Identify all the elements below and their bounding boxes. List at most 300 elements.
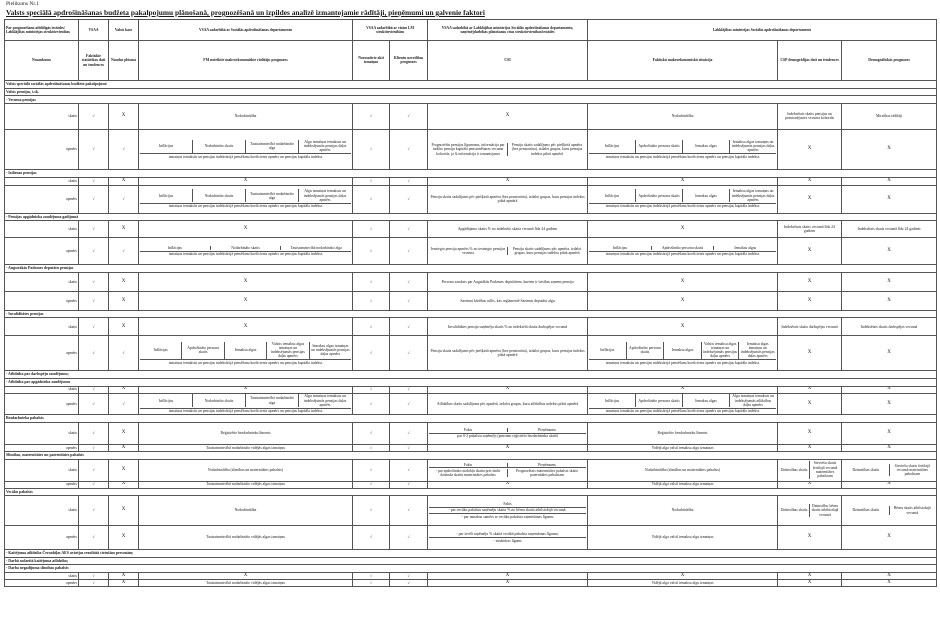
table-cell: - Atlīdzība par apgādnieka zaudējumu [5, 378, 937, 386]
table-cell: X [588, 572, 778, 579]
cell-part: - par izvēli saņēmēju % skaitā vecākā pabalsta saņemšanas līgumu; [429, 532, 586, 538]
table-cell: √ [353, 422, 390, 444]
table-cell: Vecāku pabalsts [5, 488, 937, 496]
table-row [5, 572, 937, 579]
cell-part: izmaiņas iemaksās un pensijas indeksācijā pensēšanu koeficients apmērs un pensijas kapitāla indekss [605, 252, 760, 257]
table-cell: X [778, 526, 842, 550]
table-cell [139, 129, 353, 169]
table-cell: √ [390, 386, 428, 393]
table-cell: √ [390, 238, 428, 265]
table-cell: Indeksētais skaits vecumā līdz 24 gadiem [778, 221, 842, 238]
table-row [5, 318, 937, 336]
table-row [5, 386, 937, 393]
table-cell: - Kaitējuma atlīdzība Černobiļas AES avārijas rezultātā cietušām personām; [5, 550, 937, 558]
section-row [5, 310, 937, 318]
table-cell: X [139, 272, 353, 291]
table-row [5, 129, 937, 169]
table-cell: √ [353, 526, 390, 550]
cell-part: Iemaksu algas izmaiņas un indeksējumās pensijas daļas apmērs [731, 139, 775, 153]
table-cell: X [139, 221, 353, 238]
cell-part: Algu izmaiņas iemaksas un indeksējumās atlīdzības daļas apmērs [732, 394, 774, 407]
table-cell [588, 129, 778, 169]
cell-part [589, 341, 776, 360]
cell-part: izmaiņas iemaksās un pensijas indeksācijā pensēšanu koeficients apmērs un pensijas kapitāla indekss [605, 204, 760, 209]
table-cell: Nodarbinātība [139, 496, 353, 526]
table-cell: X [842, 177, 937, 185]
table-cell: √ [390, 177, 428, 185]
cell-part: Pensiju skaits sadalījums pēc piešķirtā apmēra (bez pensionāra), izdalot grupas, kuru pensijas indekss pilnā apmērā [511, 143, 583, 156]
cell-part [140, 341, 351, 360]
table-cell [588, 185, 778, 213]
table-cell: X [588, 177, 778, 185]
cell-part: Fakts [429, 428, 508, 432]
table-cell: X [109, 103, 139, 129]
section-row [5, 451, 937, 459]
table-cell: X [778, 444, 842, 451]
table-cell: Nodarbinātība [139, 103, 353, 129]
section-row [5, 557, 937, 565]
cell-part: Sieviešu skaits fertilajā vecumā maternitātes pabalstam [812, 461, 838, 479]
cell-part [429, 468, 586, 478]
table-cell: √ [79, 318, 109, 336]
table-cell: Nodarbinātība (slimības un maternitātes pabalsts) [588, 459, 778, 481]
table-cell: √ [353, 177, 390, 185]
cell-part: Inflācijas [589, 189, 636, 202]
table-cell: √ [79, 221, 109, 238]
table-cell: √ [390, 336, 428, 371]
table-cell: √ [353, 459, 390, 481]
table-cell: √ [79, 129, 109, 169]
table-cell [428, 496, 588, 526]
table-cell: √ [390, 579, 428, 586]
table-cell: Tautsaimniecībā nodarbināto vidējās algas izmaiņas [139, 481, 353, 488]
cell-part: Inflācijas [589, 246, 652, 250]
table-cell: √ [79, 526, 109, 550]
table-row [5, 579, 937, 586]
table-cell [588, 393, 778, 415]
table-cell [139, 185, 353, 213]
cell-part: izmaiņas iemaksās un pensijas indeksācijā pensēšanu koeficients apmērs un pensijas kapitāla indekss [168, 252, 323, 257]
table-cell: X [428, 444, 588, 451]
cell-part: Pieņēmums [538, 462, 556, 467]
table-cell: apmērs [5, 336, 79, 371]
cell-part: Pensiju skaits sadalījums pēc apmēra, izdalot grupas, kuru pensijas indekss pilnā apmērā [512, 246, 582, 256]
table-cell: √ [79, 422, 109, 444]
table-cell: skaits [5, 459, 79, 481]
table-cell [588, 238, 778, 265]
table-cell: Vidējā alga valstī iemaksu algu izmaiņas [588, 526, 778, 550]
table-row [5, 221, 937, 238]
cell-part: Apdrošināto personu skaits [652, 246, 715, 250]
table-cell: Slimības, maternitātes un paternitātes pabalsts [5, 451, 937, 459]
header-demo-forecast: Demogrāfiskās prognozes [842, 40, 937, 81]
table-row [5, 272, 937, 291]
table-cell: Vidējā alga valstī iemaksu algu izmaiņas [588, 481, 778, 488]
cell-part: izmaiņas iemaksās un pensijas indeksācijā pensēšanu koeficients apmērs un pensijas kapitāla indekss [168, 204, 323, 209]
cell-part: Pieņēmums [538, 428, 556, 433]
cell-part [140, 189, 351, 204]
cell-part: Nodarbināto skaits [211, 246, 282, 250]
table-cell: √ [79, 444, 109, 451]
cell-part: Nodarbināto skaits [193, 394, 246, 407]
table-cell: √ [353, 272, 390, 291]
table-cell: X [842, 579, 937, 586]
header-row-factors [5, 40, 937, 81]
cell-part: Dzimstība, bērnu skaits atbilstošajā vecumā [811, 504, 839, 517]
cell-part: Iemaksu algas izmaiņas un indeksējumās pensijas daļas apmērs [731, 189, 775, 203]
table-cell: X [428, 386, 588, 393]
section-row [5, 96, 937, 104]
table-cell: Saeimas kārtības rullis, kas reglamentē Saeimas deputātu algu [428, 291, 588, 310]
table-cell: √ [390, 221, 428, 238]
cell-part: Algu izmaiņas iemaksas un indeksējumās pensijas daļas apmērs [303, 189, 347, 203]
table-cell: Indeksētais skaits darbspējas vecumā [778, 318, 842, 336]
table-cell: √ [353, 318, 390, 336]
table-cell: √ [79, 238, 109, 265]
table-cell: X [109, 526, 139, 550]
table-row [5, 291, 937, 310]
table-cell: Invaliditātes pensiju saņēmēju skaits % no indeksētā skaita darbspējas vecumā [428, 318, 588, 336]
table-cell: X [778, 238, 842, 265]
table-row [5, 103, 937, 129]
table-cell: apmērs [5, 393, 79, 415]
table-cell: skaits [5, 221, 79, 238]
table-cell: X [778, 422, 842, 444]
table-cell: apmērs [5, 291, 79, 310]
table-cell: √ [353, 291, 390, 310]
cell-part: Prognozētais maternitātes pabalsts skaits paternitātes pabalstam [516, 468, 578, 478]
table-cell: Tautsaimniecībā nodarbināto vidējās algas izmaiņas [139, 579, 353, 586]
cell-part: Inflācijas [589, 140, 636, 153]
cell-part [140, 139, 351, 154]
table-cell: X [428, 481, 588, 488]
cell-part: Nodarbināto skaits [193, 189, 246, 202]
table-cell: X [778, 185, 842, 213]
table-cell: - Invaliditātes pensijas [5, 310, 937, 318]
table-cell: √ [353, 579, 390, 586]
table-cell [428, 459, 588, 481]
table-cell: X [588, 318, 778, 336]
table-cell: √ [353, 129, 390, 169]
table-cell: √ [390, 318, 428, 336]
table-cell: Apgādājamo skaits % no indeksēto skaita vecumā līdz 24 gadiem [428, 221, 588, 238]
table-cell: √ [390, 393, 428, 415]
table-cell: skaits [5, 386, 79, 393]
header-actual-macro: Faktiskā makroekonomiskā situācija [588, 40, 778, 81]
table-row [5, 422, 937, 444]
table-cell: √ [353, 103, 390, 129]
table-cell: √ [109, 393, 139, 415]
table-cell: X [588, 386, 778, 393]
cell-part: Dzimstības skaits [779, 461, 810, 478]
table-cell: X [842, 272, 937, 291]
cell-part: Dzimstības skaits [779, 504, 810, 517]
table-cell: - Pensijas apgādnieka zaudējuma gadījumā [5, 213, 937, 221]
cell-part: Apdrošināto personu skaits [182, 342, 224, 359]
table-cell: apmērs [5, 185, 79, 213]
table-cell: X [139, 572, 353, 579]
table-cell [842, 459, 937, 481]
table-cell: X [778, 129, 842, 169]
table-cell: Vidējā alga valstī iemaksu algu izmaiņas [588, 579, 778, 586]
indicators-table [4, 19, 937, 587]
table-cell: Reģistrētie bezdarbnieku līmenis [588, 422, 778, 444]
cell-part: izmaiņas iemaksās un pensijas indeksācijā pensēšanu koeficients apmērs un pensijas kapitāla indekss [168, 360, 323, 365]
cell-part: Fakts [429, 502, 586, 508]
table-cell: Nodarbinātība [588, 103, 778, 129]
cell-part: Iemaksu algas [225, 342, 267, 359]
table-cell: X [842, 238, 937, 265]
table-cell: Pensiju skaits sadalījums pēc piešķirtā apmēra (bez pensionāra), izdalot grupas, kuru pensijas indekss pilnā apmērā [428, 336, 588, 371]
header-lm-dept: Labklājības ministrijas Sociālās apdrošināšanas departaments [588, 20, 937, 41]
cell-part: Sieviešu skaits fertilajā vecumā maternitātes pabalstam [894, 463, 930, 477]
table-row [5, 336, 937, 371]
table-cell: X [842, 336, 937, 371]
header-vsaa: VSAA [79, 20, 109, 41]
header-row-institutions [5, 20, 937, 41]
table-cell: X [778, 336, 842, 371]
table-cell: Tautsaimniecībā nodarbināto vidējās algas izmaiņas [139, 444, 353, 451]
table-row [5, 526, 937, 550]
cell-part: Valstis iemaksu algas izmaiņas un indeksējumās pensijas daļas apmērs [267, 342, 309, 359]
table-cell: - Darbā sodarītā kaitējuma atlīdzība; [5, 557, 937, 565]
table-cell: √ [353, 572, 390, 579]
cell-part: - struktūras līgumi [493, 538, 522, 543]
table-cell: √ [390, 572, 428, 579]
table-cell: X [109, 572, 139, 579]
header-cashflow: Naudas plūsma [109, 40, 139, 81]
cell-part: Fakts [429, 463, 508, 467]
table-cell: √ [79, 272, 109, 291]
header-client: Klientu uzvedības prognozes [390, 40, 428, 81]
table-cell: √ [390, 129, 428, 169]
cell-part: Dzimstības skaits [843, 464, 890, 477]
table-cell: Nodarbinātība (slimības un maternitātes pabalsts) [139, 459, 353, 481]
cell-part: - par izmaksu samērs ar vecāku pabalsta saņemšanas līgumu [461, 514, 554, 519]
table-cell [139, 336, 353, 371]
table-cell: X [139, 386, 353, 393]
section-row [5, 550, 937, 558]
table-cell: X [842, 185, 937, 213]
table-cell: X [778, 579, 842, 586]
table-cell: Indeksētais skaits vecumā līdz 24 gadiem [842, 221, 937, 238]
table-cell: √ [109, 336, 139, 371]
table-cell: √ [353, 185, 390, 213]
header-legal: Normatīvie akti izmaiņas [353, 40, 390, 81]
table-cell: X [842, 393, 937, 415]
table-cell: X [778, 572, 842, 579]
table-cell: Valsts speciālā sociālās apdrošināšanas budžeta pakalpojumi [5, 81, 937, 89]
table-cell: √ [79, 336, 109, 371]
header-responsible: Par prognozēšanu atbildīgās iestādes/ Labklājības ministrijas struktūrvienības [5, 20, 79, 41]
table-row [5, 444, 937, 451]
table-row [5, 238, 937, 265]
header-vsaa-lm: VSAA sadarbībā ar Labklājības ministrijas Sociālās apdrošināšanas departamentu, uzņēmējdarbības plānošanas citas struktūrvienības/iestādes [428, 20, 588, 41]
table-cell: - Angstrākās Padomes deputātu pensijas [5, 265, 937, 273]
table-cell: skaits [5, 103, 79, 129]
table-cell: √ [79, 579, 109, 586]
table-cell: X [778, 177, 842, 185]
cell-part: Tautsaimniecībā nodarbināto alga [246, 189, 299, 202]
cell-part: izmaiņas iemaksās un pensijas indeksācijā pensēšanu koeficients apmērs un pensijas kapitāla indekss [168, 409, 323, 414]
table-cell: √ [390, 103, 428, 129]
table-cell: X [428, 103, 588, 129]
header-name: Nosaukums [5, 40, 79, 81]
table-cell: √ [353, 238, 390, 265]
table-cell: X [842, 129, 937, 169]
cell-part: Tautsaimniecībā nodarbināto alga [246, 394, 299, 407]
table-cell: - Atlīdzība par darbspēju zaudējumu; [5, 371, 937, 379]
table-cell: √ [390, 422, 428, 444]
cell-part: Apdrošināto personu skaits [636, 189, 683, 202]
table-cell: X [428, 572, 588, 579]
table-cell: X [139, 291, 353, 310]
table-cell: √ [390, 185, 428, 213]
cell-part: Prognozētās pensijas līgumums, informācija par taikšto pensiju kapitāla pensionēšanas vecuma kohortās, ja ši informācija ir izmantojama [429, 143, 508, 156]
table-cell: √ [353, 444, 390, 451]
table-cell [428, 129, 588, 169]
table-cell: apmērs [5, 444, 79, 451]
section-row [5, 81, 937, 89]
table-cell: X [778, 393, 842, 415]
table-cell: X [109, 221, 139, 238]
table-cell: X [842, 444, 937, 451]
table-cell: √ [390, 272, 428, 291]
table-cell: √ [109, 238, 139, 265]
section-row [5, 565, 937, 573]
table-cell: skaits [5, 572, 79, 579]
table-cell: X [842, 481, 937, 488]
table-cell: X [139, 177, 353, 185]
table-cell [778, 459, 842, 481]
table-cell: √ [79, 393, 109, 415]
table-row [5, 185, 937, 213]
cell-part: Bērnu skaits atbilstošajā vecumā [893, 506, 931, 515]
table-cell: √ [79, 177, 109, 185]
section-row [5, 378, 937, 386]
cell-part: Iemaksu algas [734, 245, 757, 250]
table-cell: X [109, 496, 139, 526]
table-cell: X [588, 221, 778, 238]
table-cell: X [778, 481, 842, 488]
cell-part: Apdrošināto personu skaits [636, 140, 683, 153]
table-cell: Indeksētais skaits darbspējas vecumā [842, 318, 937, 336]
table-cell: √ [353, 481, 390, 488]
table-cell: √ [353, 496, 390, 526]
table-cell: skaits [5, 272, 79, 291]
cell-part: Inflācijas [589, 342, 627, 359]
table-cell: Mirstības rādītāji [842, 103, 937, 129]
table-cell [139, 238, 353, 265]
cell-part: Iemaksu algas [683, 189, 730, 202]
cell-part: - par apdrošināto nodokļu skaita pret darbi dzimuša skaitu maternitātes pabalsts [429, 469, 508, 478]
table-cell: X [109, 481, 139, 488]
cell-part: Iesniegto pensiju apmērs % no iesniegto pensijas vecuma [429, 247, 508, 256]
table-cell: apmērs [5, 579, 79, 586]
page-title: Valsts speciālā apdrošināšanas budžeta pakalpojumu plānošanā, prognozēšanā un izpildes analīzē izmantojamie rādītāji, pieņēmumi un galvenie faktori [6, 8, 485, 17]
table-cell: √ [390, 291, 428, 310]
table-cell: apmērs [5, 129, 79, 169]
table-cell: Pensiju skaits sadalījums pēc piešķirtā apmēra (bez pensionāra), izdalot grupas, kuru pensijas indekss pilnā apmērā [428, 185, 588, 213]
table-cell: X [109, 272, 139, 291]
table-cell: X [588, 272, 778, 291]
table-cell: √ [353, 336, 390, 371]
table-cell: X [778, 291, 842, 310]
cell-part: Inflācijas [140, 189, 193, 202]
table-cell: X [588, 291, 778, 310]
table-cell: √ [390, 526, 428, 550]
cell-part: - par vecāku pabalstu saņēmēju skaitu % no bērnu skaita atbilstošajā vecumā; [429, 508, 586, 514]
table-row [5, 177, 937, 185]
table-cell: √ [79, 496, 109, 526]
section-row [5, 488, 937, 496]
table-cell: X [842, 422, 937, 444]
table-row [5, 393, 937, 415]
table-row [5, 459, 937, 481]
table-cell: Atlīdzības skaits sadalījums pēc apmērā, izdalot grupas, kuru atlīdzības indekss pilnā apmērā [428, 393, 588, 415]
table-cell: X [842, 572, 937, 579]
section-row [5, 88, 937, 96]
table-cell: apmērs [5, 238, 79, 265]
table-cell: √ [353, 393, 390, 415]
table-cell: √ [109, 185, 139, 213]
table-cell: Reģistrētie bezdarbnieku līmenis [139, 422, 353, 444]
table-cell: Bezdarbnieka pabalsts [5, 415, 937, 423]
table-cell: X [109, 422, 139, 444]
table-row [5, 496, 937, 526]
table-cell: √ [79, 459, 109, 481]
section-row [5, 371, 937, 379]
table-row [5, 481, 937, 488]
cell-part: Iemaksu algas [664, 342, 702, 359]
table-cell: apmērs [5, 526, 79, 550]
cell-part: izmaiņas iemaksās un pensijas indeksācijā pensēšanu koeficients apmērs un pensijas kapitāla indekss [605, 409, 760, 414]
table-cell: √ [390, 459, 428, 481]
cell-part [589, 394, 776, 409]
table-cell: X [109, 177, 139, 185]
table-cell: X [109, 386, 139, 393]
table-cell: skaits [5, 318, 79, 336]
cell-part: Inflācijas [589, 394, 636, 407]
table-cell [428, 238, 588, 265]
table-cell: Vidējā alga valstī iemaksu algu izmaiņas [588, 444, 778, 451]
cell-part: izmaiņas iemaksās un pensijas indeksācijā pensēšanu koeficients apmērs un pensijas kapitāla indekss [168, 154, 323, 159]
table-cell: √ [353, 386, 390, 393]
table-cell [428, 422, 588, 444]
table-cell: √ [79, 386, 109, 393]
table-cell: X [842, 291, 937, 310]
cell-part: Inflācijas [140, 140, 193, 153]
cell-part: izmaiņas iemaksās un pensijas indeksācijā pensēšanu koeficients apmērs un pensijas kapitāla indekss [605, 360, 760, 365]
table-cell: - Izdienas pensijas [5, 169, 937, 177]
cell-part: Tautsaimniecībā nodarbināto alga [290, 245, 342, 250]
table-cell: Nodarbinātība [588, 496, 778, 526]
cell-part: Tautsaimniecībā nodarbināto alga [246, 140, 299, 153]
table-cell: X [428, 579, 588, 586]
section-row [5, 415, 937, 423]
table-cell [428, 526, 588, 550]
cell-part: Dzimstības skaits [843, 506, 890, 515]
cell-part: Iemaksu algas izmaiņas un indeksējumās pensijas daļas apmērs [740, 341, 775, 359]
cell-part: Apdrošināto personu skaits [636, 394, 683, 407]
section-row [5, 213, 937, 221]
table-cell: X [109, 579, 139, 586]
table-cell: X [109, 459, 139, 481]
cell-part: Iemaksu algas izmaiņas un indeksējumās pensijas daļas apmērs [311, 343, 350, 357]
table-cell: √ [79, 185, 109, 213]
table-cell: X [109, 444, 139, 451]
header-vsaa-dept: VSAA sadarbībā ar Sociālās apdrošināšanas departamentu [139, 20, 353, 41]
